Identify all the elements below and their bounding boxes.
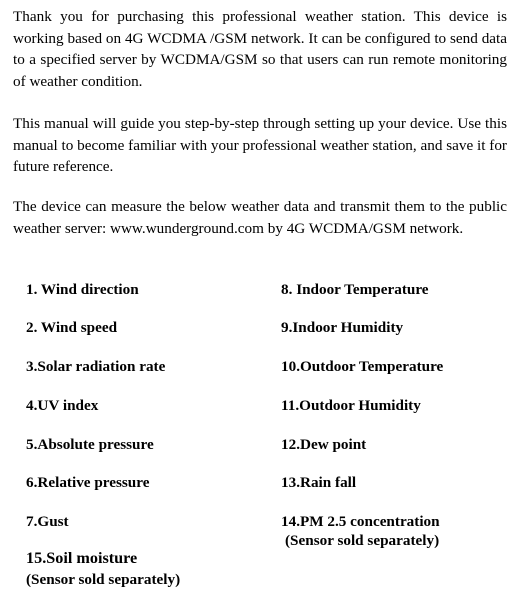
list-item: 3.Solar radiation rate: [26, 358, 166, 375]
list-item: 10.Outdoor Temperature: [281, 358, 444, 375]
data-transmission-paragraph: The device can measure the below weather data and transmit them to the public weather server: www.wunderground.com by 4G WCDMA/GSM network.: [13, 198, 507, 237]
list-item: 15.Soil moisture: [26, 549, 138, 567]
list-item: 8. Indoor Temperature: [281, 281, 429, 298]
list-item: 7.Gust: [26, 513, 69, 530]
list-item: 4.UV index: [26, 397, 99, 414]
list-item: 9.Indoor Humidity: [281, 319, 404, 336]
list-item: 5.Absolute pressure: [26, 436, 154, 453]
list-item: 14.PM 2.5 concentration: [281, 513, 440, 530]
list-item: 6.Relative pressure: [26, 474, 150, 491]
manual-guide-paragraph: This manual will guide you step-by-step through setting up your device. Use this manual to become familiar with your professional weather station, and save it for future reference.: [13, 115, 507, 175]
list-item: 13.Rain fall: [281, 474, 357, 491]
sensor-note: (Sensor sold separately): [26, 571, 181, 588]
list-item: 1. Wind direction: [26, 281, 139, 298]
intro-paragraph: Thank you for purchasing this professional weather station. This device is working based on 4G WCDMA /GSM network. It can be configured to send data to a specified server by WCDMA/GSM so that users can run remote monitoring of weather condition.: [13, 8, 507, 90]
sensor-note: (Sensor sold separately): [285, 532, 440, 549]
list-item: 12.Dew point: [281, 436, 367, 453]
list-item: 11.Outdoor Humidity: [281, 397, 421, 414]
list-item: 2. Wind speed: [26, 319, 118, 336]
